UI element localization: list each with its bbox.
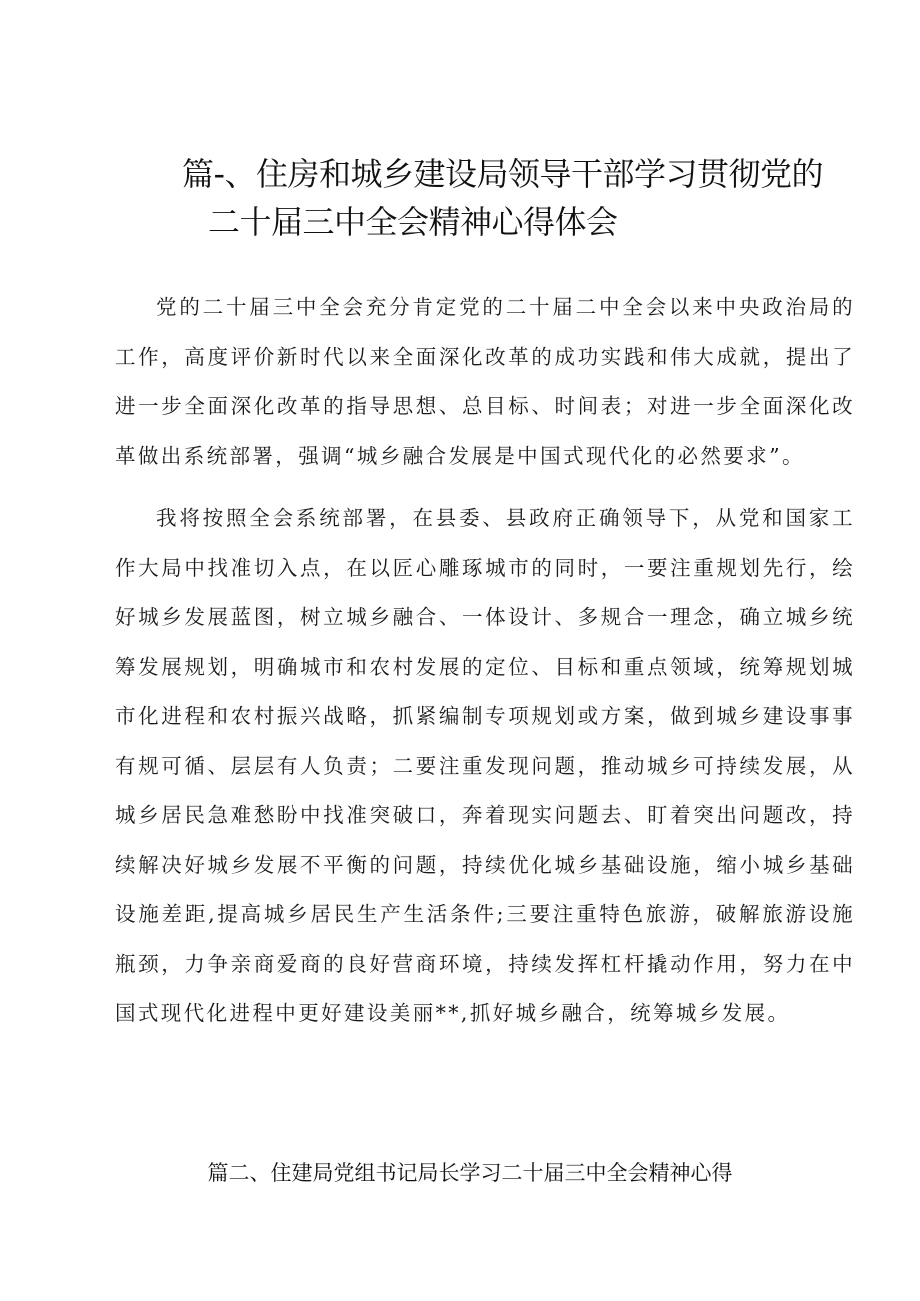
document-body — [115, 283, 855, 1039]
title-line-1: 篇-、住房和城乡建设局领导干部学习贯彻党的 — [182, 155, 824, 193]
section-heading-2: 篇二、住建局党组书记局长学习二十届三中全会精神心得 — [207, 1161, 733, 1185]
title-line-2: 二十届三中全会精神心得体会 — [208, 203, 618, 241]
paragraph-2: 我将按照全会系统部署，在县委、县政府正确领导下，从党和国家工作大局中找准切入点，在以匠心雕琢城市的同时，一要注重规划先行，绘好城乡发展蓝图，树立城乡融合、一体设计、多规合一理念，确立城乡统筹发展规划，明确城市和农村发展的定位、目标和重点领域，统筹规划城市化进程和农村振兴战略，抓紧编制专项规划或方案，做到城乡建设事事有规可循、层层有人负责；二要注重发现问题，推动城乡可持续发展，从城乡居民急难愁盼中找准突破口，奔着现实问题去、盯着突出问题改，持续解决好城乡发展不平衡的问题，持续优化城乡基础设施，缩小城乡基础设施差距,提高城乡居民生产生活条件;三要注重特色旅游，破解旅游设施瓶颈，力争亲商爱商的良好营商环境，持续发挥杠杆撬动作用，努力在中国式现代化进程中更好建设美丽**,抓好城乡融合，统筹城乡发展。 — [115, 506, 855, 1025]
paragraph-1: 党的二十届三中全会充分肯定党的二十届二中全会以来中央政治局的工作，高度评价新时代以来全面深化改革的成功实践和伟大成就，提出了进一步全面深化改革的指导思想、总目标、时间表；对进一步全面深化改革做出系统部署，强调“城乡融合发展是中国式现代化的必然要求”。 — [115, 295, 855, 468]
document-title — [152, 150, 872, 246]
